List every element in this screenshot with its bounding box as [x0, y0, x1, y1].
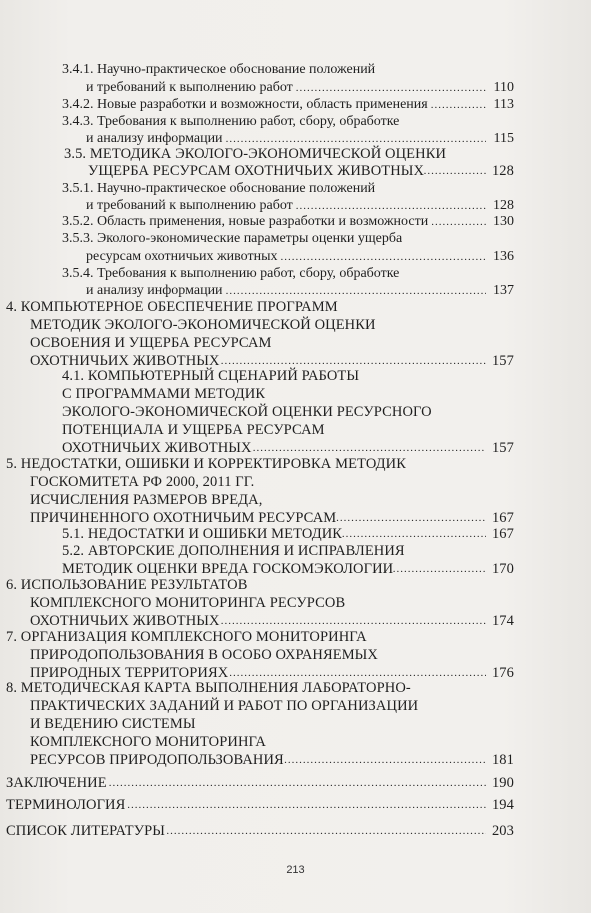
dot-leader [226, 131, 486, 147]
toc-page-number: 203 [491, 823, 514, 839]
toc-entry-title: 6. ИСПОЛЬЗОВАНИЕ РЕЗУЛЬТАТОВ [6, 577, 248, 593]
toc-entry-title: ГОСКОМИТЕТА РФ 2000, 2011 ГГ. [30, 474, 255, 490]
toc-entry-title: ПРИЧИНЕННОГО ОХОТНИЧЬИМ РЕСУРСАМ [30, 510, 337, 526]
toc-page-number: 190 [491, 775, 514, 791]
toc-page-number: 181 [491, 752, 514, 768]
toc-entry-title: ПРАКТИЧЕСКИХ ЗАДАНИЙ И РАБОТ ПО ОРГАНИЗАЦИИ [30, 698, 419, 714]
toc-entry-title: КОМПЛЕКСНОГО МОНИТОРИНГА [30, 734, 267, 750]
toc-entry-title: СПИСОК ЛИТЕРАТУРЫ [6, 823, 166, 839]
dot-leader [109, 775, 486, 791]
toc-entry-title: 3.5.3. Эколого-экономические параметры оценки ущерба [62, 231, 403, 246]
toc-entry-title: ОХОТНИЧЬИХ ЖИВОТНЫХ [62, 440, 252, 456]
toc-page-number: 110 [493, 80, 514, 95]
toc-page-number: 113 [493, 97, 514, 112]
dot-leader [431, 97, 486, 113]
toc-page-number: 157 [491, 440, 514, 456]
dot-leader [296, 198, 486, 214]
toc-entry-title: ИСЧИСЛЕНИЯ РАЗМЕРОВ ВРЕДА, [30, 492, 263, 508]
toc-entry-title: ресурсам охотничьих животных [86, 249, 278, 264]
dot-leader [296, 80, 486, 96]
toc-entry-title: ЗАКЛЮЧЕНИЕ [6, 775, 107, 791]
dot-leader [431, 214, 486, 230]
toc-entry-title: 3.5.1. Научно-практическое обоснование положений [62, 181, 376, 196]
toc-entry-title: ТЕРМИНОЛОГИЯ [6, 797, 126, 813]
toc-entry-title: 3.4.1. Научно-практическое обоснование положений [62, 62, 376, 77]
toc-entry-title: 7. ОРГАНИЗАЦИЯ КОМПЛЕКСНОГО МОНИТОРИНГА [6, 629, 367, 645]
toc-entry-title: ПРИРОДНЫХ ТЕРРИТОРИЯХ [30, 665, 229, 681]
toc-entry-title: 5. НЕДОСТАТКИ, ОШИБКИ И КОРРЕКТИРОВКА МЕТОДИК [6, 456, 406, 472]
toc-page-number: 115 [493, 131, 514, 146]
dot-leader [342, 526, 486, 542]
toc-entry-title: РЕСУРСОВ ПРИРОДОПОЛЬЗОВАНИЯ [30, 752, 284, 768]
toc-entry-title: 3.4.2. Новые разработки и возможности, область применения [62, 97, 428, 112]
toc-page-number: 128 [493, 198, 514, 213]
toc-entry-title: 3.5. МЕТОДИКА ЭКОЛОГО-ЭКОНОМИЧЕСКОЙ ОЦЕНКИ [64, 146, 447, 162]
toc-page-number: 194 [491, 797, 514, 813]
toc-entry-title: 8. МЕТОДИЧЕСКАЯ КАРТА ВЫПОЛНЕНИЯ ЛАБОРАТОРНО- [6, 680, 411, 696]
toc-entry-title: 4.1. КОМПЬЮТЕРНЫЙ СЦЕНАРИЙ РАБОТЫ [62, 368, 360, 384]
toc-entry-title: УЩЕРБА РЕСУРСАМ ОХОТНИЧЬИХ ЖИВОТНЫХ [88, 163, 425, 179]
toc-entry-title: ЭКОЛОГО-ЭКОНОМИЧЕСКОЙ ОЦЕНКИ РЕСУРСНОГО [62, 404, 432, 420]
toc-page-number: 174 [491, 613, 514, 629]
dot-leader [393, 561, 486, 577]
toc-page-number: 176 [491, 665, 514, 681]
dot-leader [226, 283, 486, 299]
toc-entry-title: ПРИРОДОПОЛЬЗОВАНИЯ В ОСОБО ОХРАНЯЕМЫХ [30, 647, 379, 663]
toc-entry-title: 5.2. АВТОРСКИЕ ДОПОЛНЕНИЯ И ИСПРАВЛЕНИЯ [62, 543, 405, 559]
toc-entry-title: ОХОТНИЧЬИХ ЖИВОТНЫХ [30, 613, 220, 629]
dot-leader [221, 613, 486, 629]
page-number: 213 [286, 864, 305, 876]
toc-entry-title: 3.5.4. Требования к выполнению работ, сбору, обработке [62, 266, 400, 281]
toc-entry-title: И ВЕДЕНИЮ СИСТЕМЫ [30, 716, 196, 732]
toc-entry-title: С ПРОГРАММАМИ МЕТОДИК [62, 386, 266, 402]
toc-entry-title: и анализу информации [86, 131, 223, 146]
toc-entry-title: и анализу информации [86, 283, 223, 298]
toc-entry-title: и требований к выполнению работ [86, 198, 293, 213]
toc-entry-title: ПОТЕНЦИАЛА И УЩЕРБА РЕСУРСАМ [62, 422, 325, 438]
toc-entry-title: МЕТОДИК ЭКОЛОГО-ЭКОНОМИЧЕСКОЙ ОЦЕНКИ [30, 317, 376, 333]
toc-page-number: 136 [493, 249, 514, 264]
toc-entry-title: 3.5.2. Область применения, новые разработки и возможности [62, 214, 429, 229]
toc-entry-title: 4. КОМПЬЮТЕРНОЕ ОБЕСПЕЧЕНИЕ ПРОГРАММ [6, 299, 338, 315]
toc-page-number: 128 [491, 163, 514, 179]
toc-page-number: 167 [491, 510, 514, 526]
toc-page-number: 170 [491, 561, 514, 577]
toc-entry-title: ОХОТНИЧЬИХ ЖИВОТНЫХ [30, 353, 220, 369]
dot-leader [284, 752, 486, 768]
toc-entry-title: ОСВОЕНИЯ И УЩЕРБА РЕСУРСАМ [30, 335, 272, 351]
toc-page-number: 157 [491, 353, 514, 369]
toc-entry-title: 5.1. НЕДОСТАТКИ И ОШИБКИ МЕТОДИК [62, 526, 343, 542]
dot-leader [229, 665, 486, 681]
toc-page-number: 137 [493, 283, 514, 298]
dot-leader [127, 797, 486, 813]
dot-leader [166, 823, 486, 839]
dot-leader [253, 440, 486, 456]
toc-entry-title: 3.4.3. Требования к выполнению работ, сбору, обработке [62, 114, 400, 129]
toc-page-number: 130 [493, 214, 514, 229]
toc-entry-title: МЕТОДИК ОЦЕНКИ ВРЕДА ГОСКОМЭКОЛОГИИ [62, 561, 394, 577]
dot-leader [221, 353, 486, 369]
dot-leader [281, 249, 486, 265]
dot-leader [336, 510, 486, 526]
toc-entry-title: и требований к выполнению работ [86, 80, 293, 95]
dot-leader [424, 163, 486, 179]
toc-entry-title: КОМПЛЕКСНОГО МОНИТОРИНГА РЕСУРСОВ [30, 595, 346, 611]
toc-page-number: 167 [491, 526, 514, 542]
